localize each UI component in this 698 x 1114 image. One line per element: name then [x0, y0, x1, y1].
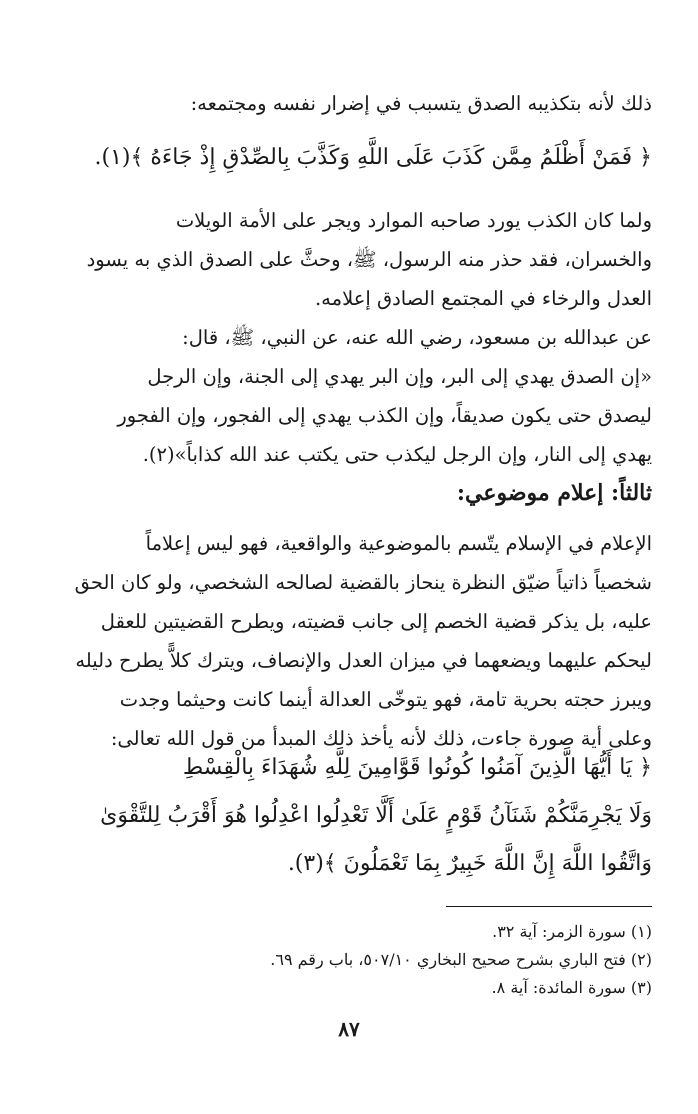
- hadith-line: «إن الصدق يهدي إلى البر، وإن البر يهدي إلى الجنة، وإن الرجل: [147, 365, 652, 388]
- section-heading: ثالثاً: إعلام موضوعي:: [456, 480, 652, 506]
- paragraph-line: ولما كان الكذب يورد صاحبه الموارد ويجر على الأمة الويلات: [175, 209, 652, 232]
- hadith-paragraph: [40, 318, 652, 474]
- paragraph-line: عليه، بل يذكر قضية الخصم إلى جانب قضيته، ويطرح القضيتين للعقل: [100, 610, 652, 633]
- footnote-divider: [446, 906, 652, 907]
- hadith-line: ليصدق حتى يكون صديقاً، وإن الكذب يهدي إلى الفجور، وإن الفجور: [117, 404, 652, 427]
- paragraph-line: العدل والرخاء في المجتمع الصادق إعلامه.: [314, 287, 652, 310]
- footnote-item: (٣) سورة المائدة: آية ٨.: [491, 978, 652, 997]
- verse-line: ﴿ فَمَنْ أَظْلَمُ مِمَّن كَذَبَ عَلَى اللَّهِ وَكَذَّبَ بِالصِّدْقِ إِذْ جَاءَهُ ﴾(١).: [94, 145, 652, 170]
- quran-verse-1: [40, 134, 652, 182]
- verse-line: وَلَا يَجْرِمَنَّكُمْ شَنَآنُ قَوْمٍ عَلَىٰ أَلَّا تَعْدِلُوا اعْدِلُوا هُوَ أَقْرَبُ لِلتَّقْوَىٰ: [100, 803, 652, 828]
- paragraph-line: ليحكم عليهما ويضعهما في ميزان العدل والإنصاف، ويترك كلاًّ يطرح دليله: [75, 649, 652, 672]
- footnote-item: (٢) فتح الباري بشرح صحيح البخاري ٥٠٧/١٠، باب رقم ٦٩.: [270, 950, 652, 969]
- paragraph-line: الإعلام في الإسلام يتّسم بالموضوعية والواقعية، فهو ليس إعلاماً: [145, 532, 652, 555]
- paragraph-line: والخسران، فقد حذر منه الرسول، ﷺ، وحثَّ على الصدق الذي به يسود: [86, 248, 652, 271]
- paragraph-line: وعلى أية صورة جاءت، ذلك لأنه يأخذ ذلك المبدأ من قول الله تعالى:: [110, 727, 652, 750]
- hadith-line: عن عبدالله بن مسعود، رضي الله عنه، عن النبي، ﷺ، قال:: [182, 326, 652, 349]
- paragraph-line: شخصياً ذاتياً ضيّق النظرة ينحاز بالقضية لصالحه الشخصي، ولو كان الحق: [74, 571, 652, 594]
- intro-line: ذلك لأنه بتكذيبه الصدق يتسبب في إضرار نفسه ومجتمعه:: [190, 92, 652, 115]
- intro-paragraph: [40, 84, 652, 123]
- page-number: ٨٧: [338, 1017, 360, 1041]
- verse-line: ﴿ يَا أَيُّهَا الَّذِينَ آمَنُوا كُونُوا قَوَّامِينَ لِلَّهِ شُهَدَاءَ بِالْقِسْطِ: [182, 755, 652, 780]
- quran-verse-2: [40, 744, 652, 888]
- paragraph-line: ويبرز حجته بحرية تامة، فهو يتوخّى العدالة أينما كانت وحيثما وجدت: [119, 688, 652, 711]
- paragraph-objective-media: [40, 524, 652, 758]
- verse-line: وَاتَّقُوا اللَّهَ إِنَّ اللَّهَ خَبِيرٌ بِمَا تَعْمَلُونَ ﴾(٣).: [287, 851, 652, 876]
- footnote-item: (١) سورة الزمر: آية ٣٢.: [492, 922, 652, 941]
- hadith-line: يهدي إلى النار، وإن الرجل ليكذب حتى يكتب عند الله كذاباً»(٢).: [142, 443, 652, 466]
- paragraph-lying-warning: [40, 201, 652, 318]
- footnotes-list: [40, 918, 652, 1002]
